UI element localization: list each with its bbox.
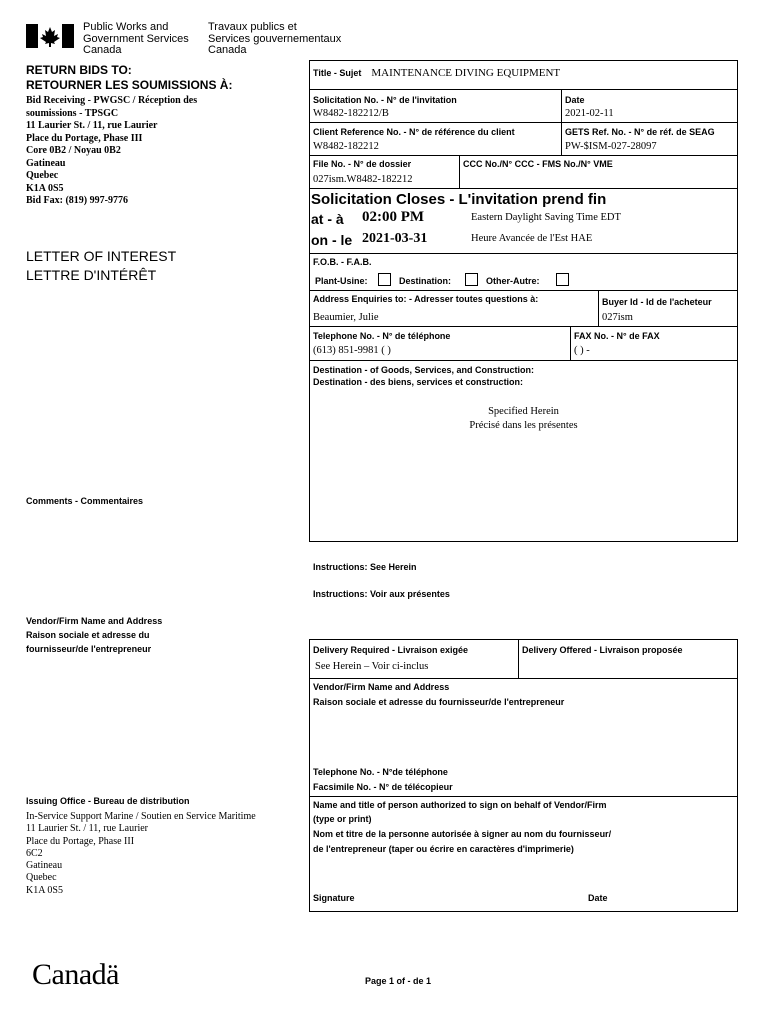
comments-label: Comments - Commentaires <box>26 496 144 506</box>
closing-on-label: on - le <box>311 232 353 248</box>
destination-value-fr: Précisé dans les présentes <box>469 420 578 431</box>
vendor-telephone-label: Telephone No. - N°de téléphone <box>313 767 448 777</box>
date-label: Date <box>565 95 585 105</box>
address-line: 11 Laurier St. / 11, rue Laurier <box>26 120 158 131</box>
bid-fax-line: Bid Fax: (819) 997-9776 <box>26 195 128 206</box>
dept-fr-line: Travaux publics et <box>208 21 297 33</box>
dept-en-line: Canada <box>83 44 122 56</box>
letter-title-en: LETTER OF INTEREST <box>26 248 177 264</box>
telephone-label: Telephone No. - N° de téléphone <box>313 331 451 341</box>
vendor-facsimile-label: Facsimile No. - N° de télécopieur <box>313 782 453 792</box>
address-enquiries-label: Address Enquiries to: - Adresser toutes questions à: <box>313 294 539 304</box>
page-number: Page 1 of - de 1 <box>365 976 432 986</box>
delivery-required-value: See Herein – Voir ci-inclus <box>315 661 429 672</box>
vendor-label-line: Vendor/Firm Name and Address <box>26 616 163 626</box>
letter-title-fr: LETTRE D'INTÉRÊT <box>26 267 157 283</box>
address-line: soumissions - TPSGC <box>26 107 119 119</box>
address-line: Core 0B2 / Noyau 0B2 <box>26 145 121 156</box>
canada-wordmark: Canadä <box>32 958 119 991</box>
fob-other-label: Other-Autre: <box>486 276 540 286</box>
authorized-line4: de l'entrepreneur (taper ou écrire en caractères d'imprimerie) <box>313 844 574 854</box>
title-label: Title - Sujet <box>313 68 362 78</box>
title-field <box>313 63 560 81</box>
return-bids-fr: RETOURNER LES SOUMISSIONS À: <box>26 78 233 92</box>
fob-other-checkbox[interactable] <box>556 273 569 286</box>
office-line: 6C2 <box>26 847 43 859</box>
office-line: Gatineau <box>26 860 63 872</box>
office-line: K1A 0S5 <box>26 884 63 896</box>
office-line: Quebec <box>26 872 57 884</box>
address-line: K1A 0S5 <box>26 182 64 194</box>
solicitation-label: Solicitation No. - N° de l'invitation <box>313 95 457 105</box>
fob-destination-label: Destination: <box>399 276 452 286</box>
solicitation-value: W8482-182212/B <box>313 108 389 119</box>
fob-label: F.O.B. - F.A.B. <box>313 257 372 267</box>
instructions-en: Instructions: See Herein <box>313 562 417 572</box>
ccc-label: CCC No./N° CCC - FMS No./N° VME <box>463 159 613 169</box>
address-line: Quebec <box>26 170 59 181</box>
return-bids-en: RETURN BIDS TO: <box>26 63 132 77</box>
gets-ref-label: GETS Ref. No. - N° de réf. de SEAG <box>565 127 715 137</box>
vendor-firm-label <box>26 614 162 656</box>
authorized-line3: Nom et titre de la personne autorisée à signer au nom du fournisseur/ <box>313 829 612 839</box>
vendor-box-line2: Raison sociale et adresse du fournisseur/de l'entrepreneur <box>313 697 565 707</box>
dept-en-line: Government Services <box>83 32 189 45</box>
delivery-required-label: Delivery Required - Livraison exigée <box>313 645 469 655</box>
closing-tz-fr: Heure Avancée de l'Est HAE <box>471 233 593 244</box>
vendor-label-line: Raison sociale et adresse du <box>26 630 150 640</box>
fax-label: FAX No. - N° de FAX <box>574 331 660 341</box>
dept-en-line: Public Works and <box>83 21 169 33</box>
telephone-value: (613) 851-9981 ( ) <box>313 345 391 356</box>
address-enquiries-value: Beaumier, Julie <box>313 312 379 323</box>
fob-plant-label: Plant-Usine: <box>315 276 368 286</box>
instructions-fr: Instructions: Voir aux présentes <box>313 589 450 599</box>
signature-label: Signature <box>313 893 355 903</box>
client-ref-label: Client Reference No. - N° de référence du client <box>313 127 515 137</box>
file-no-label: File No. - N° de dossier <box>313 159 412 169</box>
vendor-box-line1: Vendor/Firm Name and Address <box>313 682 450 692</box>
fax-value: ( ) - <box>574 345 590 356</box>
delivery-offered-label: Delivery Offered - Livraison proposée <box>522 645 683 655</box>
authorized-line2: (type or print) <box>313 814 372 824</box>
office-line: Place du Portage, Phase III <box>26 835 135 847</box>
dept-fr-line: Services gouvernementaux <box>208 32 342 45</box>
return-bids-heading <box>26 63 232 93</box>
address-line: Gatineau <box>26 157 66 169</box>
department-name-fr <box>208 22 341 57</box>
closing-heading: Solicitation Closes - L'invitation prend fin <box>311 191 607 208</box>
fob-plant-checkbox[interactable] <box>378 273 391 286</box>
letter-of-interest-heading <box>26 247 176 285</box>
issuing-office-label: Issuing Office - Bureau de distribution <box>26 796 190 806</box>
title-value: MAINTENANCE DIVING EQUIPMENT <box>371 67 561 79</box>
office-line: 11 Laurier St. / 11, rue Laurier <box>26 823 148 835</box>
address-line: Place du Portage, Phase III <box>26 132 143 144</box>
buyer-value: 027ism <box>602 312 633 323</box>
issuing-office-address <box>26 811 256 897</box>
file-no-value: 027ism.W8482-182212 <box>313 174 413 185</box>
authorized-line1: Name and title of person authorized to sign on behalf of Vendor/Firm <box>313 800 607 810</box>
dept-fr-line: Canada <box>208 44 247 56</box>
closing-time: 02:00 PM <box>362 209 425 225</box>
destination-label-fr: Destination - des biens, services et construction: <box>313 377 524 387</box>
gets-ref-value: PW-$ISM-027-28097 <box>565 141 657 152</box>
closing-tz-en: Eastern Daylight Saving Time EDT <box>471 212 621 223</box>
date-value: 2021-02-11 <box>565 108 614 119</box>
destination-value-en: Specified Herein <box>488 406 559 417</box>
vendor-label-line: fournisseur/de l'entrepreneur <box>26 644 152 654</box>
closing-date: 2021-03-31 <box>362 231 428 246</box>
department-name-en <box>83 22 189 57</box>
client-ref-value: W8482-182212 <box>313 141 379 152</box>
canada-flag-logo <box>26 24 74 53</box>
buyer-label: Buyer Id - Id de l'acheteur <box>602 297 712 307</box>
return-bids-address <box>26 95 197 208</box>
fob-destination-checkbox[interactable] <box>465 273 478 286</box>
signature-date-label: Date <box>588 893 608 903</box>
office-line: In-Service Support Marine / Soutien en Service Maritime <box>26 811 256 822</box>
address-line: Bid Receiving - PWGSC / Réception des <box>26 95 198 106</box>
destination-label-en: Destination - of Goods, Services, and Construction: <box>313 365 535 375</box>
closing-at-label: at - à <box>311 211 344 227</box>
